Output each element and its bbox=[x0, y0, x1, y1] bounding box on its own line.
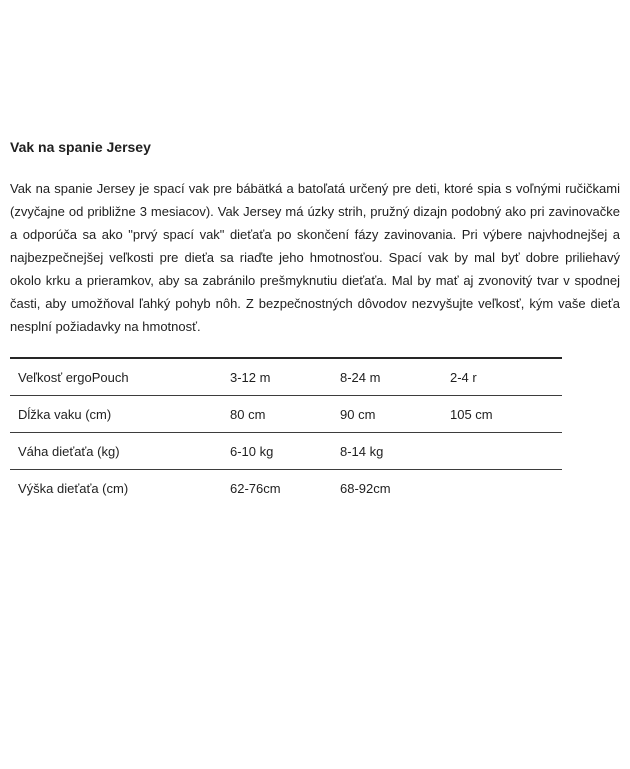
row-label: Veľkosť ergoPouch bbox=[18, 369, 129, 385]
cell-value: 6-10 kg bbox=[230, 443, 274, 459]
product-description: Vak na spanie Jersey je spací vak pre bábätká a batoľatá určený pre deti, ktoré spia s voľnými ručičkami (zvyčajne od približne 3 mesiacov). Vak Jersey má úzky strih, pružný dizajn podobný ako pri zavinovačke a odporúča sa ako "prvý spací vak" dieťaťa po skončení fázy zavinovania. Pri výbere najvhodnejšej a najbezpečnejšej veľkosti pre dieťa sa riaďte jeho hmotnosťou. Spací vak by mal byť dobre priliehavý okolo krku a prieramkov, aby sa zabránilo prešmyknutiu dieťaťa. Mal by mať aj zvonovitý tvar v spodnej časti, aby umožňoval ľahký pohyb nôh. Z bezpečnostných dôvodov nezvyšujte veľkosť, kým vaše dieťa nesplní požiadavky na hmotnosť. bbox=[10, 181, 620, 334]
page-title: Vak na spanie Jersey bbox=[10, 139, 151, 155]
cell-value: 3-12 m bbox=[230, 369, 271, 385]
size-table bbox=[10, 357, 562, 506]
table-row bbox=[10, 470, 562, 506]
cell-value: 8-24 m bbox=[340, 369, 381, 385]
row-label: Výška dieťaťa (cm) bbox=[18, 480, 129, 496]
table-row bbox=[10, 396, 562, 433]
cell-value: 90 cm bbox=[340, 406, 376, 422]
cell-value: 105 cm bbox=[450, 406, 493, 422]
cell-value: 8-14 kg bbox=[340, 443, 384, 459]
cell-value: 68-92cm bbox=[340, 480, 391, 496]
table-row bbox=[10, 433, 562, 470]
document-page bbox=[0, 139, 630, 506]
row-label: Váha dieťaťa (kg) bbox=[18, 443, 120, 459]
cell-value: 2-4 r bbox=[450, 369, 477, 385]
cell-value: 80 cm bbox=[230, 406, 266, 422]
table-row bbox=[10, 359, 562, 396]
row-label: Dĺžka vaku (cm) bbox=[18, 406, 112, 422]
cell-value: 62-76cm bbox=[230, 480, 281, 496]
